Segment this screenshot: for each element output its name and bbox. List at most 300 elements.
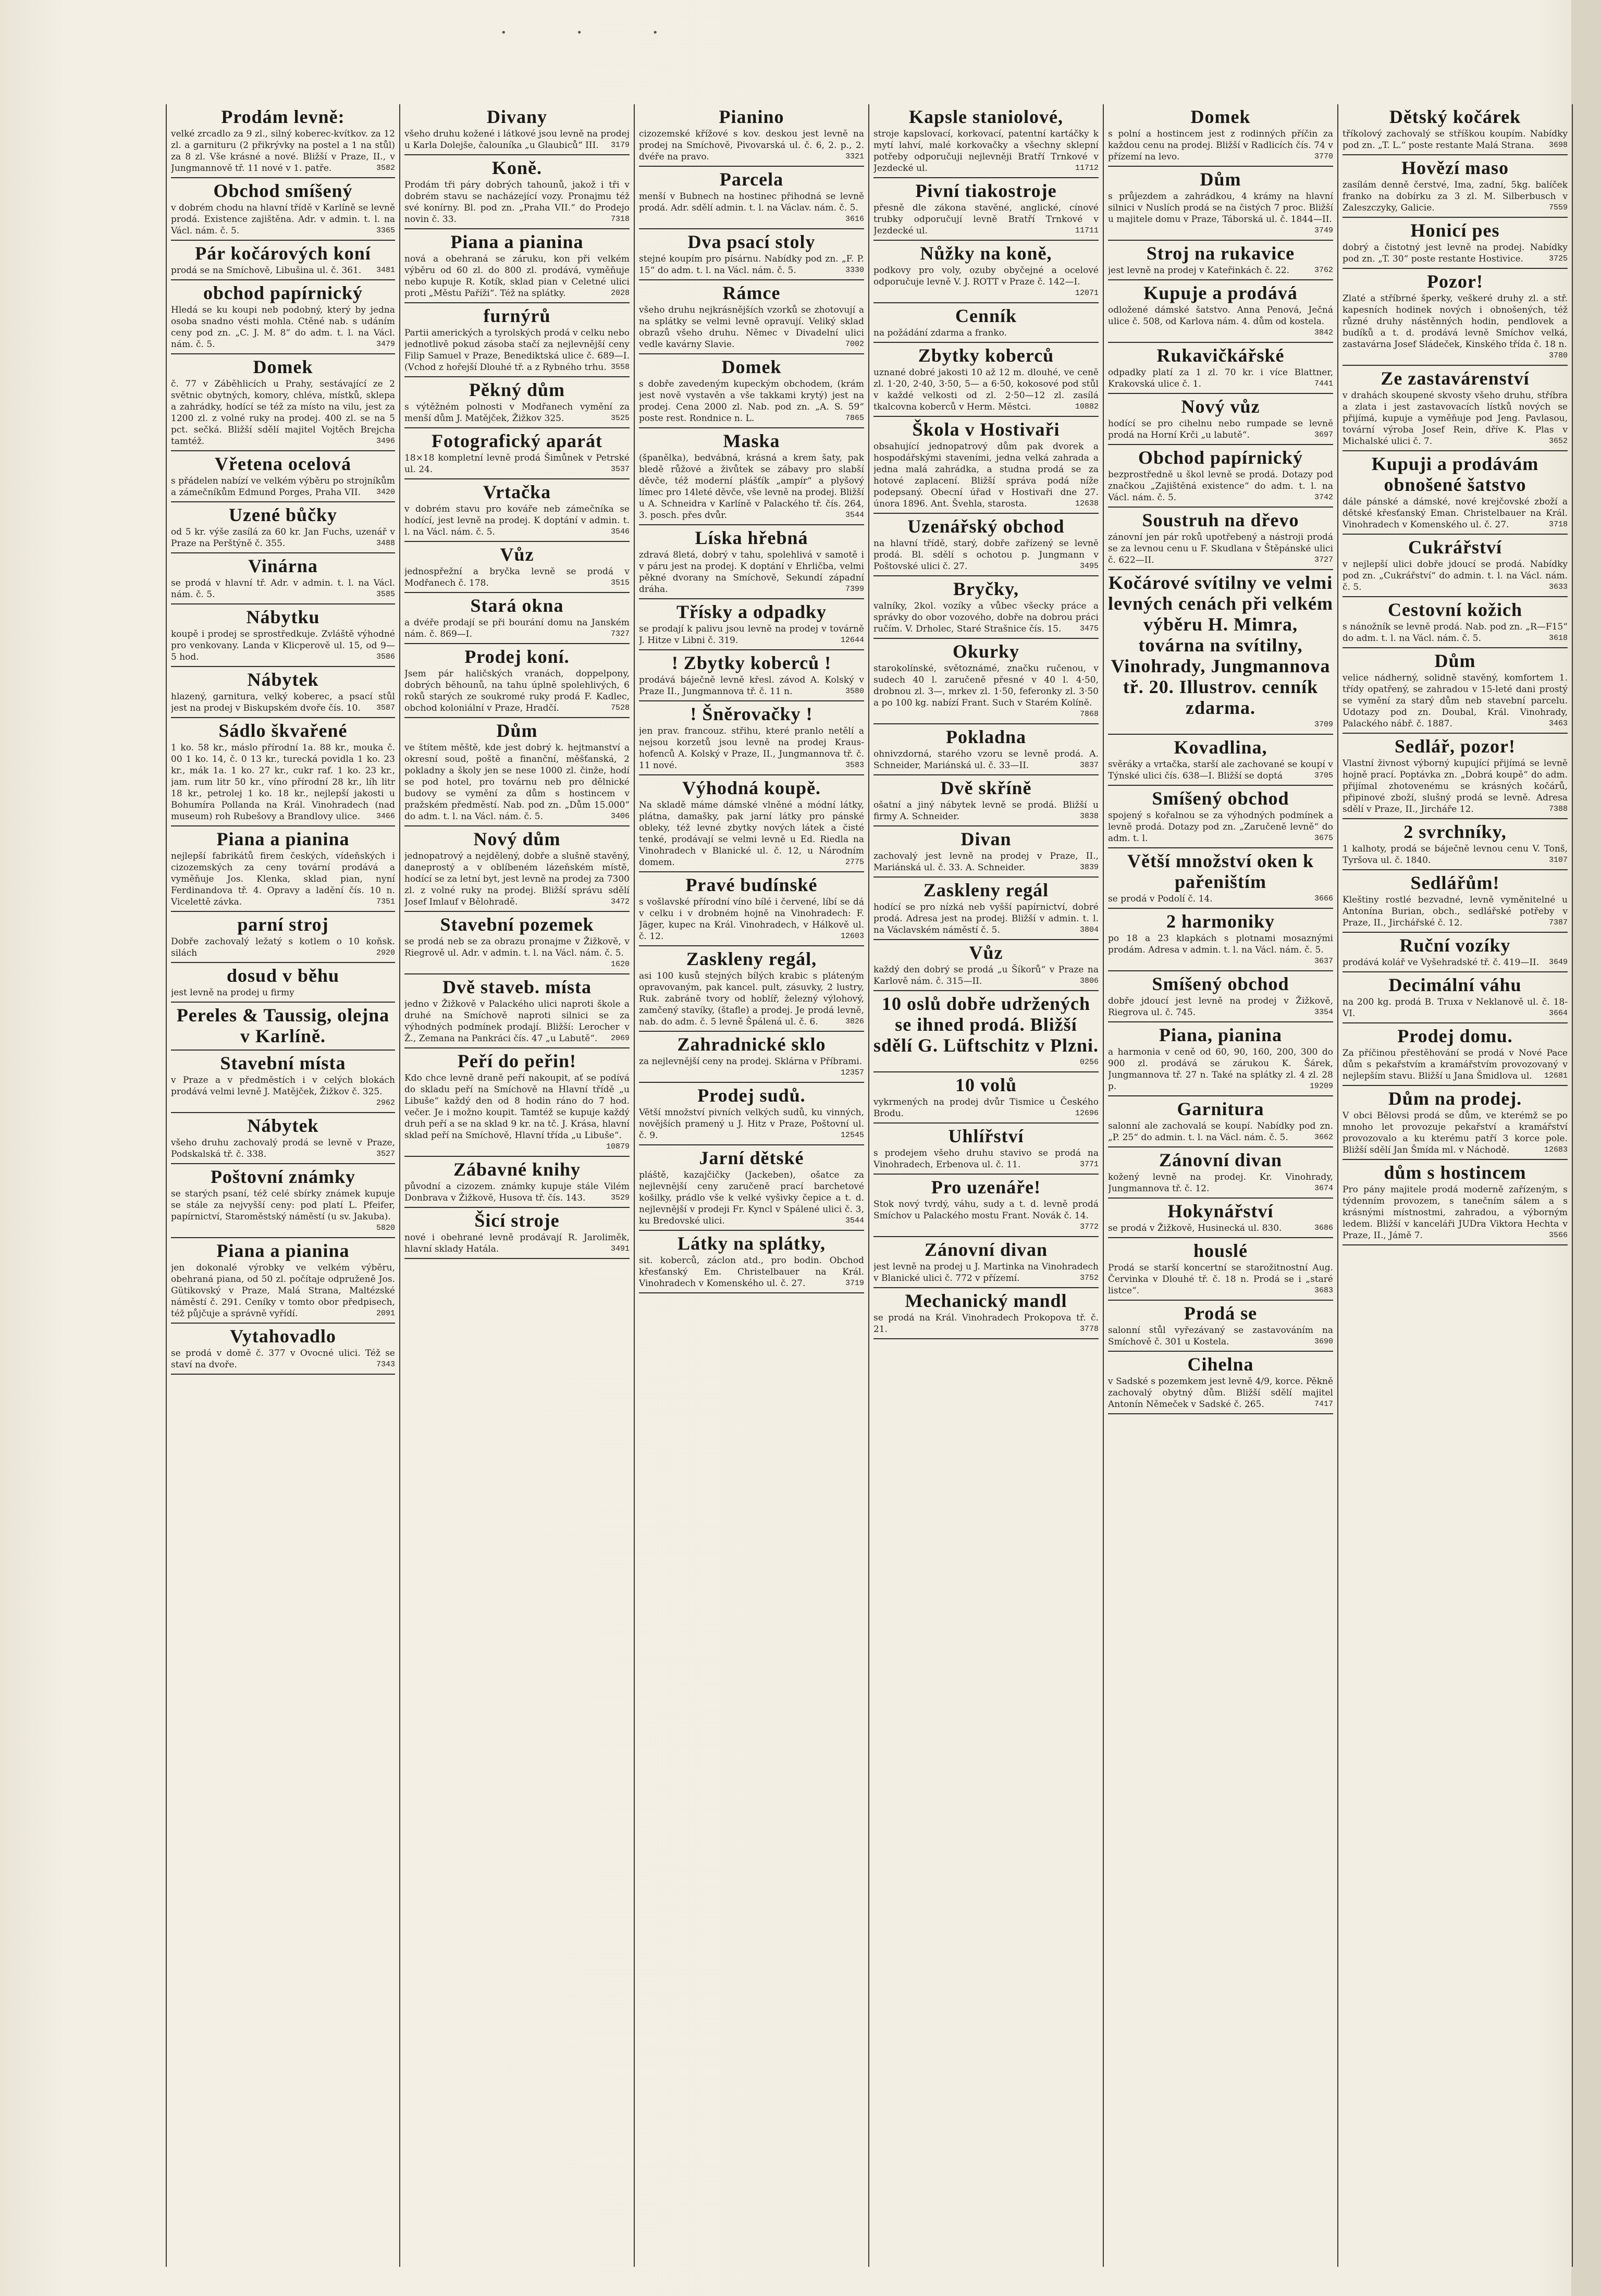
ad-body: Vlastní živnost výborný kupující přijímá se levně hojně prací. Poptávka zn. „Dobrá koupě“ do adm. přijímal zhotovenému se krásných kočárů, připinové zboží, slušný prodá se levně. Adresa sdělí v Praze, II., Jircháře 12. xyxy=(1343,758,1568,814)
ad-body: Hledá se ku koupi neb podobný, který by jedna osoba snadno vésti mohla. Ctěné nab. s udáním ceny pod zn. „C. J. M. 8“ do adm. t. l. na Václ. nám. č. 5. xyxy=(171,305,395,350)
classified-ad xyxy=(639,1145,864,1231)
ad-title: Prodej domu. xyxy=(1397,1026,1513,1046)
ad-body: jen prav. francouz. střihu, které pranlo netělí a nejsou korzetů jsou levně na prodej Kraus-hofenců A. Kolský v Praze, II., Jungmannova tř. č. 11 nové. xyxy=(639,726,864,771)
ad-title: Maska xyxy=(723,430,780,451)
classified-ad xyxy=(639,946,864,1032)
ad-text xyxy=(873,1096,1099,1119)
ad-title: 10 volů xyxy=(955,1075,1017,1095)
ad-body: Prodá se starší koncertní se starožitnostní Aug. Červinka v Dlouhé tř. č. 18 n. Prodá se i „staré listce“. xyxy=(1108,1263,1333,1296)
ad-number: 12357 xyxy=(840,1068,864,1077)
ad-text xyxy=(873,367,1099,413)
ad-title: Obchod papírnický xyxy=(1138,447,1303,468)
ad-text xyxy=(404,1181,630,1204)
ad-title: Dům xyxy=(1434,650,1476,671)
ad-number: 11712 xyxy=(1075,164,1099,172)
classified-ad xyxy=(1343,366,1568,451)
ad-body: asi 100 kusů stejných bílých krabic s pláteným opravovaným, pak kancel. pult, zásuvky, 2 lustry, Ruk. zabráně tvory od hoblíř, železný výlohový, zamčený stavíky, (štafle) a prodej. Je prodá levně, nab. do adm. č. 5 levně Špálená ul. č. 6. xyxy=(639,971,864,1027)
ad-number: 3839 xyxy=(1079,863,1099,872)
ad-text xyxy=(873,799,1099,822)
ad-title: Větší množství oken k pařeništím xyxy=(1127,850,1314,892)
ad-text xyxy=(873,663,1099,719)
ad-text xyxy=(639,1107,864,1141)
ad-body: přesně dle zákona stavěné, anglické, cínové trubky odporučují levně Bratří Trnkové v Jezdecké ul. xyxy=(873,203,1099,236)
ad-body: bezprostředně u škol levně se prodá. Dotazy pod značkou „Zajištěná existence“ do adm. t. l. na Václ. nám. č. 5. xyxy=(1108,470,1333,503)
ad-number: 7441 xyxy=(1314,379,1333,388)
ad-number: 3725 xyxy=(1548,254,1568,263)
ad-text xyxy=(171,304,395,350)
ad-title: Uzené bůčky xyxy=(229,504,337,525)
ad-title: Uzenářský obchod xyxy=(907,516,1065,537)
ad-text xyxy=(171,1075,395,1107)
ad-body: na hlavní třídě, starý, dobře zařízený se levně prodá. Bl. sdělí s ochotou p. Jungmann v Poštovské ulici č. 27. xyxy=(873,538,1099,572)
ad-number: 12696 xyxy=(1075,1109,1099,1118)
classified-ad xyxy=(1343,269,1568,366)
ad-body: Kdo chce levně draně peří nakoupit, ať se podívá do skladu peří na Smíchově na Hlavní třídě „u Libuše“ každý den od 8 hodin ráno do 7 hod. večer. Je i možno koupit. Tamtéž se kupuje každý druh peří a se na sklad 9 kr. na tč. J. Krása, hlavní sklad peří na Smíchově, Hlavní třída „u Libuše“. xyxy=(404,1073,630,1141)
ad-body: Pro pány majitele prodá moderně zařízeným, s týdenním provozem, s tanečním sálem a s krásnými místnostmi, zahradou, a výborným ledem. Bližší v kanceláři JUDra Viktora Hechta v Praze, II., Jámě 7. xyxy=(1343,1184,1568,1241)
classified-ad xyxy=(873,639,1099,724)
ad-text xyxy=(1343,1047,1568,1082)
ad-body: v dobrém stavu pro kováře neb zámečníka se hodící, jest levně na prodej. K doptání v admin. t. l. na Václ. nám. č. 5. xyxy=(404,504,630,537)
classified-ad xyxy=(404,718,630,826)
classified-ad xyxy=(639,599,864,650)
column-3 xyxy=(635,104,869,2267)
ad-body: Kleštiny rostlé bezvadné, levně vyměnitelné u Antonína Burian, obch., sedlářské potřeby v Praze, II., Jirchářské č. 12. xyxy=(1343,895,1568,928)
classified-ad xyxy=(1343,451,1568,535)
ad-title: Piana a pianina xyxy=(216,1240,350,1261)
ad-title: Ruční vozíky xyxy=(1399,935,1511,956)
ad-body: ve štítem měště, kde jest dobrý k. hejtmanství a okresní soud, poště a finanční, měšťanská, 2 pokladny a školy jen se nese 1000 zl. činže, hodí se pod hotel, pro továrnu neb pro dělnické budovy se vymění za dům s hostincem v pražském předměstí. Nab. pod zn. „Dům 15.000“ do adm. t. l. na Václ. nám. č. 5. xyxy=(404,743,630,822)
ad-number: 3107 xyxy=(1548,856,1568,865)
ad-title: Vůz xyxy=(969,942,1003,963)
ad-text xyxy=(1108,933,1333,966)
ad-body: se prodají k palivu jsou levně na prodej v továrně J. Hitze v Libni č. 319. xyxy=(639,624,864,646)
ad-text xyxy=(1343,996,1568,1019)
ad-text xyxy=(639,1255,864,1289)
ad-number: 7002 xyxy=(845,340,864,349)
ad-text xyxy=(1343,242,1568,265)
ad-title: Stavební pozemek xyxy=(440,914,594,935)
classified-ad xyxy=(873,417,1099,514)
ad-body: zasílám denně čerstvé, Ima, zadní, 5kg. balíček franko na dobírku za 3 zl. M. Silberbusch v Zaleszczyky, Galicie. xyxy=(1343,180,1568,213)
ad-text xyxy=(873,1147,1099,1170)
ad-body: se prodá neb se za obrazu pronajme v Žižkově, v Riegrově ul. Adr. v admin. t. l. na Václ. nám. č. 5. xyxy=(404,936,630,958)
ad-text xyxy=(1108,995,1333,1018)
ad-number: 2028 xyxy=(610,289,630,298)
classified-ad xyxy=(171,553,395,604)
ad-text xyxy=(639,191,864,224)
ad-title: 2 svrchníky, xyxy=(1403,821,1507,842)
ad-body: na požádání zdarma a franko. xyxy=(873,328,1007,338)
ad-title: Fotografický aparát xyxy=(432,430,602,451)
ad-body: salonní stůl vyřezávaný se zastavováním na Smíchově č. 301 u Kostela. xyxy=(1108,1325,1333,1347)
ad-number: 3525 xyxy=(610,414,630,423)
ad-title: Nůžky na koně, xyxy=(920,243,1052,264)
ad-number: 3662 xyxy=(1314,1133,1333,1142)
classified-ad xyxy=(1343,819,1568,870)
ad-body: s prodejem všeho druhu stavivo se prodá na Vinohradech, Erbenova ul. č. 11. xyxy=(873,1148,1099,1170)
ad-title: Zbytky koberců xyxy=(918,345,1054,366)
ad-body: po 18 a 23 klapkách s plotnami mosaznými prodám. Adresa v admin. t. l. na Václ. nám. č. 5. xyxy=(1108,933,1333,955)
ad-number: 12683 xyxy=(1544,1145,1568,1154)
ad-number: 3475 xyxy=(1079,624,1099,633)
ad-body: hodící se pro cihelnu nebo rumpade se levně prodá na Horní Krči „u labutě“. xyxy=(1108,418,1333,440)
classified-ad xyxy=(873,1237,1099,1288)
ad-body: všeho druhu nejkrásnějších vzorků se zhotovují a na splátky se velmi levně opravují. Veliký sklad obrazů všeho druhu. Němec v Divadelní ulici vedle kavárny Slavie. xyxy=(639,305,864,350)
ad-body: Větší množství pivních velkých sudů, ku vinných, novějších pramený u J. Hitz v Praze, Poštovní ul. č. 9. xyxy=(639,1107,864,1141)
classified-ad xyxy=(171,354,395,451)
ad-text xyxy=(171,265,395,276)
classified-ad xyxy=(171,1113,395,1164)
classified-ad xyxy=(1108,1147,1333,1199)
column-6 xyxy=(1338,104,1573,2267)
ad-title: Zaskleny regál, xyxy=(686,948,817,969)
ad-text xyxy=(873,964,1099,987)
ad-body: valníky, 2kol. vozíky a vůbec všecky práce a správky do obor vozového, dobře na dobrou práci ručím. V. Drholec, Staré Strašnice čís. 15. xyxy=(873,601,1099,634)
ad-text xyxy=(1108,469,1333,503)
classified-ad xyxy=(873,178,1099,241)
classified-ad xyxy=(404,104,630,155)
ad-body: se prodá v Podolí č. 14. xyxy=(1108,894,1213,904)
ad-body: koupě i prodej se sprostředkuje. Zvláště výhodné pro venkovany. Landa v Klicperově ul. 15, od 9—5 hod. xyxy=(171,629,395,662)
ad-number: 3675 xyxy=(1314,834,1333,843)
ad-title: Domek xyxy=(1190,106,1251,127)
ad-body: dále pánské a dámské, nové krejčovské zboží a dětské křesťanský Eman. Christelbauer na Král. Vinohradech v Komenského ul. č. 27. xyxy=(1343,497,1568,530)
ad-number: 7868 xyxy=(1079,710,1099,719)
ad-text xyxy=(171,526,395,549)
ad-number: 7327 xyxy=(610,629,630,638)
ad-number: 3496 xyxy=(376,437,395,446)
ad-text xyxy=(1108,1171,1333,1194)
classified-ad xyxy=(171,1238,395,1324)
ad-title: Honicí pes xyxy=(1410,220,1500,241)
ad-body: Partii amerických a tyrolských prodá v celku nebo jednotlivě pokud zásoba stačí za nejlevnější ceny Filip Samuel v Praze, Benediktská ulice č. 689—I. (Vchod z hořejší Dlouhé tř. a z Rybného trhu. xyxy=(404,328,630,373)
ad-body: všeho druhu zachovalý prodá se levně v Praze, Podskalská tř. č. 338. xyxy=(171,1138,395,1159)
ad-body: a harmonia v ceně od 60, 90, 160, 200, 300 do 900 zl. prodává se zárukou K. Šárek, Jungmannova tř. 27 n. Také na splátky zl. 4 zl. 28 p. xyxy=(1108,1047,1333,1092)
classified-ad xyxy=(873,1072,1099,1124)
ad-title: Poštovní známky xyxy=(210,1166,356,1187)
ad-title: Prodej koní. xyxy=(464,646,570,667)
ad-text xyxy=(404,179,630,225)
ad-title: Výhodná koupě. xyxy=(682,777,821,798)
ad-number: 3686 xyxy=(1314,1224,1333,1232)
ad-title: 2 harmoniky xyxy=(1166,911,1275,932)
ad-title: Decimální váhu xyxy=(1388,974,1522,995)
ad-text xyxy=(639,799,864,868)
ad-body: svěráky a vrtačka, starší ale zachované se koupí v Týnské ulici čís. 638—I. Bližší se doptá xyxy=(1108,759,1333,781)
classified-ad xyxy=(873,1288,1099,1339)
ad-body: s nánožník se levně prodá. Nab. pod zn. „R—F15“ do adm. t. l. na Václ. nám. č. 5. xyxy=(1343,622,1568,644)
ad-text xyxy=(1343,843,1568,866)
ad-title: Kovadlina, xyxy=(1174,737,1267,758)
ad-text xyxy=(639,674,864,697)
classified-ad xyxy=(1343,535,1568,597)
classified-ad xyxy=(1108,394,1333,445)
classified-ad xyxy=(639,167,864,229)
classified-ad xyxy=(873,514,1099,576)
ad-text xyxy=(1343,128,1568,151)
ad-number: 7388 xyxy=(1548,805,1568,813)
classified-ad xyxy=(1108,1199,1333,1238)
ad-body: dobře jdoucí jest levně na prodej v Žižkově, Riegrova ul. č. 745. xyxy=(1108,996,1333,1018)
ad-body: obsahující jednopatrový dům pak dvorek a hospodářskými staveními, jedna velká zahrada a jedna malá zahrádka, a studna prodá se za hotové zaplacení. Bližší správa podá níže podepsaný. Obecní úřad v Hostivaři dne 27. února 1896. Ant. Švehla, starosta. xyxy=(873,441,1099,509)
ad-text xyxy=(404,1232,630,1255)
classified-ad xyxy=(404,479,630,542)
ad-title: Kupuji a prodávám obnošené šatstvo xyxy=(1371,453,1539,495)
ad-text xyxy=(639,623,864,646)
classified-ad xyxy=(1108,241,1333,280)
ad-text xyxy=(404,253,630,299)
ad-body: Stok nový tvrdý, váhu, sudy a t. d. levně prodá Smíchov u Palackého mostu Frant. Novák č. 14. xyxy=(873,1199,1099,1221)
classified-ad xyxy=(1108,1352,1333,1414)
classified-ad xyxy=(404,229,630,303)
ad-body: uznané dobré jakosti 10 až 12 m. dlouhé, ve ceně zl. 1·20, 2·40, 3·50, 5— a 6·50, kokosové pod stůl v každé velkosti od zl. 2·50—12 zl. zasílá tkalcovna koberců v Herm. Městci. xyxy=(873,367,1099,412)
ad-body: prodává báječně levně křesl. závod A. Kolský v Praze II., Jungmannova tř. č. 11 n. xyxy=(639,675,864,697)
ad-text xyxy=(404,617,630,640)
ad-text xyxy=(873,600,1099,635)
ad-number: 3321 xyxy=(845,152,864,161)
ad-number: 2920 xyxy=(376,948,395,957)
classified-ad xyxy=(1108,280,1333,343)
ad-text xyxy=(1108,128,1333,163)
classified-ad xyxy=(404,377,630,428)
classified-ad xyxy=(171,667,395,718)
classified-ad xyxy=(639,525,864,599)
ad-text xyxy=(873,538,1099,572)
ad-number: 7351 xyxy=(376,897,395,906)
ad-text xyxy=(639,896,864,942)
ad-body: sit. koberců, záclon atd., pro bodin. Obchod křesťanský Em. Christelbauer na Král. Vinohradech v Komenského ul. č. 27. xyxy=(639,1255,864,1289)
classified-ad xyxy=(873,104,1099,178)
classified-ad xyxy=(873,724,1099,775)
ad-title: Smíšený obchod xyxy=(1152,973,1289,994)
ad-text xyxy=(1343,496,1568,530)
ad-text xyxy=(1108,1325,1333,1348)
ad-text xyxy=(873,265,1099,298)
classified-ad xyxy=(1108,735,1333,786)
ad-body: Dobře zachovalý ležatý s kotlem o 10 koňsk. silách xyxy=(171,936,395,958)
ad-body: jednospřežní a bryčka levně se prodá v Modřanech č. 178. xyxy=(404,566,630,588)
classified-ad xyxy=(404,542,630,593)
ad-text xyxy=(404,452,630,475)
ad-title: Piana a pianina xyxy=(216,829,350,849)
ad-text xyxy=(639,253,864,276)
classified-ad xyxy=(404,428,630,479)
ad-title: Hokynářství xyxy=(1167,1201,1274,1221)
classified-ad xyxy=(404,593,630,644)
ad-text xyxy=(1108,759,1333,782)
classified-ad xyxy=(1343,155,1568,218)
ad-title: Prodej sudů. xyxy=(697,1085,806,1106)
ad-number: 3771 xyxy=(1079,1160,1099,1169)
ad-number: 3778 xyxy=(1079,1325,1099,1334)
ad-title: Koně. xyxy=(491,157,542,178)
ad-text xyxy=(171,577,395,600)
ad-text xyxy=(171,475,395,498)
ad-number: 3762 xyxy=(1314,266,1333,275)
ad-body: Zlaté a stříbrné šperky, veškeré druhy zl. a stř. kapesních hodinek nových i obnošených, též různé druhy nástěnných hodin, pendlovek a budíků a t. d. prodává levně Smíchov velká, zastavárna Josef Sládeček, Kinského třída č. 18 n. xyxy=(1343,293,1568,350)
ad-body: 18×18 kompletní levně prodá Šimůnek v Petrské ul. 24. xyxy=(404,453,630,475)
ad-text xyxy=(873,128,1099,174)
ad-number: 3633 xyxy=(1548,583,1568,591)
ad-body: vykrmených na prodej dvůr Tismice u Českého Brodu. xyxy=(873,1097,1099,1119)
ad-text xyxy=(873,202,1099,237)
ad-number: 3698 xyxy=(1548,141,1568,150)
ad-text xyxy=(639,1169,864,1227)
ad-body: prodá se na Smíchově, Libušina ul. č. 361. xyxy=(171,265,362,276)
ad-number: 3837 xyxy=(1079,761,1099,770)
ad-title: Pokladna xyxy=(945,726,1027,747)
ad-number: 3586 xyxy=(376,652,395,661)
ad-title: Prodá se xyxy=(1184,1303,1258,1324)
ad-number: 3697 xyxy=(1314,430,1333,439)
ad-number: 3652 xyxy=(1548,437,1568,446)
ad-title: houslé xyxy=(1193,1240,1248,1261)
ad-text xyxy=(404,998,630,1044)
ad-text xyxy=(171,936,395,959)
ad-number: 12638 xyxy=(1075,499,1099,508)
ad-body: menší v Bubnech na hostinec přihodná se levně prodá. Adr. sdělí admin. t. l. na Václav. nám. č. 5. xyxy=(639,191,864,213)
ad-title: Třísky a odpadky xyxy=(676,601,827,622)
ad-body: 1 kalhoty, prodá se báječně levnou cenu V. Tonš, Tyršova ul. č. 1840. xyxy=(1343,844,1568,866)
ad-title: Smíšený obchod xyxy=(1152,788,1289,809)
ad-text xyxy=(1343,559,1568,593)
ad-body: velké zrcadlo za 9 zl., silný koberec-kvítkov. za 12 zl. a garnituru (2 přikrývky na postel a 1 na stůl) za 8 zl. Vše krásné a nové. Bližší v Praze, II., v Jungmannově tř. 11 nové v 1. patře. xyxy=(171,129,395,174)
ad-title: Stará okna xyxy=(470,595,564,616)
ad-title: Látky na splátky, xyxy=(677,1233,826,1254)
ad-number: 3666 xyxy=(1314,894,1333,903)
ad-body: kožený levně na prodej. Kr. Vinohrady, Jungmannova tř. č. 12. xyxy=(1108,1172,1333,1194)
ad-text xyxy=(1343,390,1568,447)
classified-ad xyxy=(1108,104,1333,167)
ad-text xyxy=(404,742,630,822)
ad-title: Pár kočárových koní xyxy=(195,243,371,264)
ad-text xyxy=(171,628,395,663)
classified-ad xyxy=(171,1164,395,1238)
classified-ad xyxy=(171,502,395,553)
ad-text xyxy=(1108,810,1333,844)
ad-title: Líska hřebná xyxy=(695,527,808,548)
ad-number: 3566 xyxy=(1548,1231,1568,1240)
classified-ad xyxy=(171,963,395,1003)
ad-body: pláště, kazajčičky (Jackeben), ošatce za nejlevnější ceny zaručeně prací barchetové košilky, prádlo vše k velké vyšivky čepice a t. d. nejlevnější v prodeji Fr. Kyncl v Spálené ulici č. 3, ku Bredovské ulici. xyxy=(639,1170,864,1226)
ad-text xyxy=(171,850,395,908)
ad-number: 3649 xyxy=(1548,958,1568,967)
classified-ad xyxy=(873,826,1099,878)
classified-ad xyxy=(171,718,395,826)
ad-text xyxy=(171,742,395,822)
classified-ad xyxy=(1343,972,1568,1023)
ad-number: 3330 xyxy=(845,266,864,275)
ad-text xyxy=(404,503,630,538)
ad-title: Cestovní kožich xyxy=(1388,599,1522,620)
ad-number: 3705 xyxy=(1314,771,1333,780)
ad-number: 3804 xyxy=(1079,925,1099,934)
ad-title: Rukavičkářské xyxy=(1156,345,1285,366)
ad-number: 3770 xyxy=(1314,152,1333,161)
ad-title: Piana, pianina xyxy=(1159,1024,1283,1045)
ad-text xyxy=(404,128,630,151)
classified-ad xyxy=(1108,1022,1333,1096)
ad-number: 7387 xyxy=(1548,918,1568,927)
ad-text xyxy=(639,452,864,521)
classified-ad xyxy=(1343,1023,1568,1086)
ad-body: se starých psaní, též celé sbírky známek kupuje se stále za nejvyšší ceny: pod platí L. Pfeifer, papírnictví, Staroměstský náměstí (u sv. Jakuba). xyxy=(171,1189,395,1222)
ad-number: 3495 xyxy=(1079,562,1099,571)
ad-text xyxy=(404,566,630,589)
ad-title: Kapsle staniolové, xyxy=(908,106,1063,127)
ad-title: Nový dům xyxy=(473,829,561,849)
ad-title: Domek xyxy=(253,356,313,377)
ad-text xyxy=(1108,191,1333,235)
ad-body: jen dokonalé výrobky ve velkém výběru, obehraná piana, od 50 zl. počítaje odpruženě Jos. Gütikovský v Praze, Malá Strana, Maltézské náměstí č. 291. Ceníky v tomto obor předpisech, též půjčuje a správně vyřídí. xyxy=(171,1263,395,1319)
classified-ad xyxy=(171,178,395,241)
ad-number: 3742 xyxy=(1314,493,1333,502)
ad-text xyxy=(639,549,864,595)
ad-title: Sedlářům! xyxy=(1410,872,1500,893)
ad-title: Nábytek xyxy=(247,669,319,690)
ad-title: Mechanický mandl xyxy=(905,1290,1067,1311)
ad-text xyxy=(639,378,864,424)
ad-number: 3481 xyxy=(376,266,395,275)
ad-number: 3472 xyxy=(610,897,630,906)
ad-title: Šicí stroje xyxy=(474,1210,560,1231)
classified-ad xyxy=(171,241,395,280)
ad-number: 3544 xyxy=(845,1216,864,1225)
classified-ad xyxy=(1108,343,1333,394)
classified-ad xyxy=(171,280,395,354)
page-gutter xyxy=(1571,0,1601,2296)
ad-title: Zánovní divan xyxy=(924,1239,1048,1260)
ad-text xyxy=(873,1312,1099,1335)
classified-ad xyxy=(171,912,395,963)
classified-ad xyxy=(639,650,864,701)
classified-ad xyxy=(1108,1301,1333,1352)
classified-columns xyxy=(166,104,1573,2267)
ad-title: Pozor! xyxy=(1427,271,1483,292)
ad-number: 3780 xyxy=(1548,351,1568,360)
classified-ad xyxy=(1108,570,1333,735)
classified-ad xyxy=(404,155,630,229)
ad-title: Kupuje a prodává xyxy=(1143,282,1298,303)
classified-ad xyxy=(404,1208,630,1259)
ad-text xyxy=(404,936,630,969)
ad-number: 3664 xyxy=(1548,1009,1568,1018)
classified-ad xyxy=(873,1175,1099,1237)
classified-ad xyxy=(404,303,630,377)
ad-text xyxy=(639,128,864,163)
ad-text xyxy=(171,1137,395,1160)
ad-number: 3690 xyxy=(1314,1337,1333,1346)
ad-body: hodící se pro nízká neb vyšší papírnictví, dobré prodá. Adresa jest na prodej. Bližší v admin. t. l. na Václavském náměstí č. 5. xyxy=(873,902,1099,935)
ad-number: 3463 xyxy=(1548,719,1568,728)
ad-title: Parcela xyxy=(719,169,784,190)
ad-title: Vytahovadlo xyxy=(230,1326,336,1347)
classified-ad xyxy=(639,280,864,354)
ad-text xyxy=(639,304,864,350)
ad-title: Zánovní divan xyxy=(1159,1150,1283,1170)
ad-title: Peří do peřin! xyxy=(458,1051,576,1071)
ad-body: se prodá v Žižkově, Husinecká ul. 830. xyxy=(1108,1223,1282,1233)
ad-title: Dva psací stoly xyxy=(687,231,816,252)
ad-body: zachovalý jest levně na prodej v Praze, II., Mariánská ul. č. 33. A. Schneider. xyxy=(873,851,1099,873)
ad-body: nová a obehraná se záruku, kon při velkém výběru od 60 zl. do 800 zl. prodává, vyměňuje nebo kupuje R. Kotík, sklad pian v Celetné ulici proti „Městu Paříži“. Též na splátky. xyxy=(404,254,630,299)
ad-text xyxy=(873,441,1099,510)
ad-body: a dvéře prodají se při bourání domu na Janském nám. č. 869—I. xyxy=(404,618,630,639)
classified-ad xyxy=(873,241,1099,303)
classified-ad xyxy=(1108,909,1333,971)
ad-title: Nový vůz xyxy=(1181,396,1260,417)
ad-text xyxy=(1108,1262,1333,1297)
